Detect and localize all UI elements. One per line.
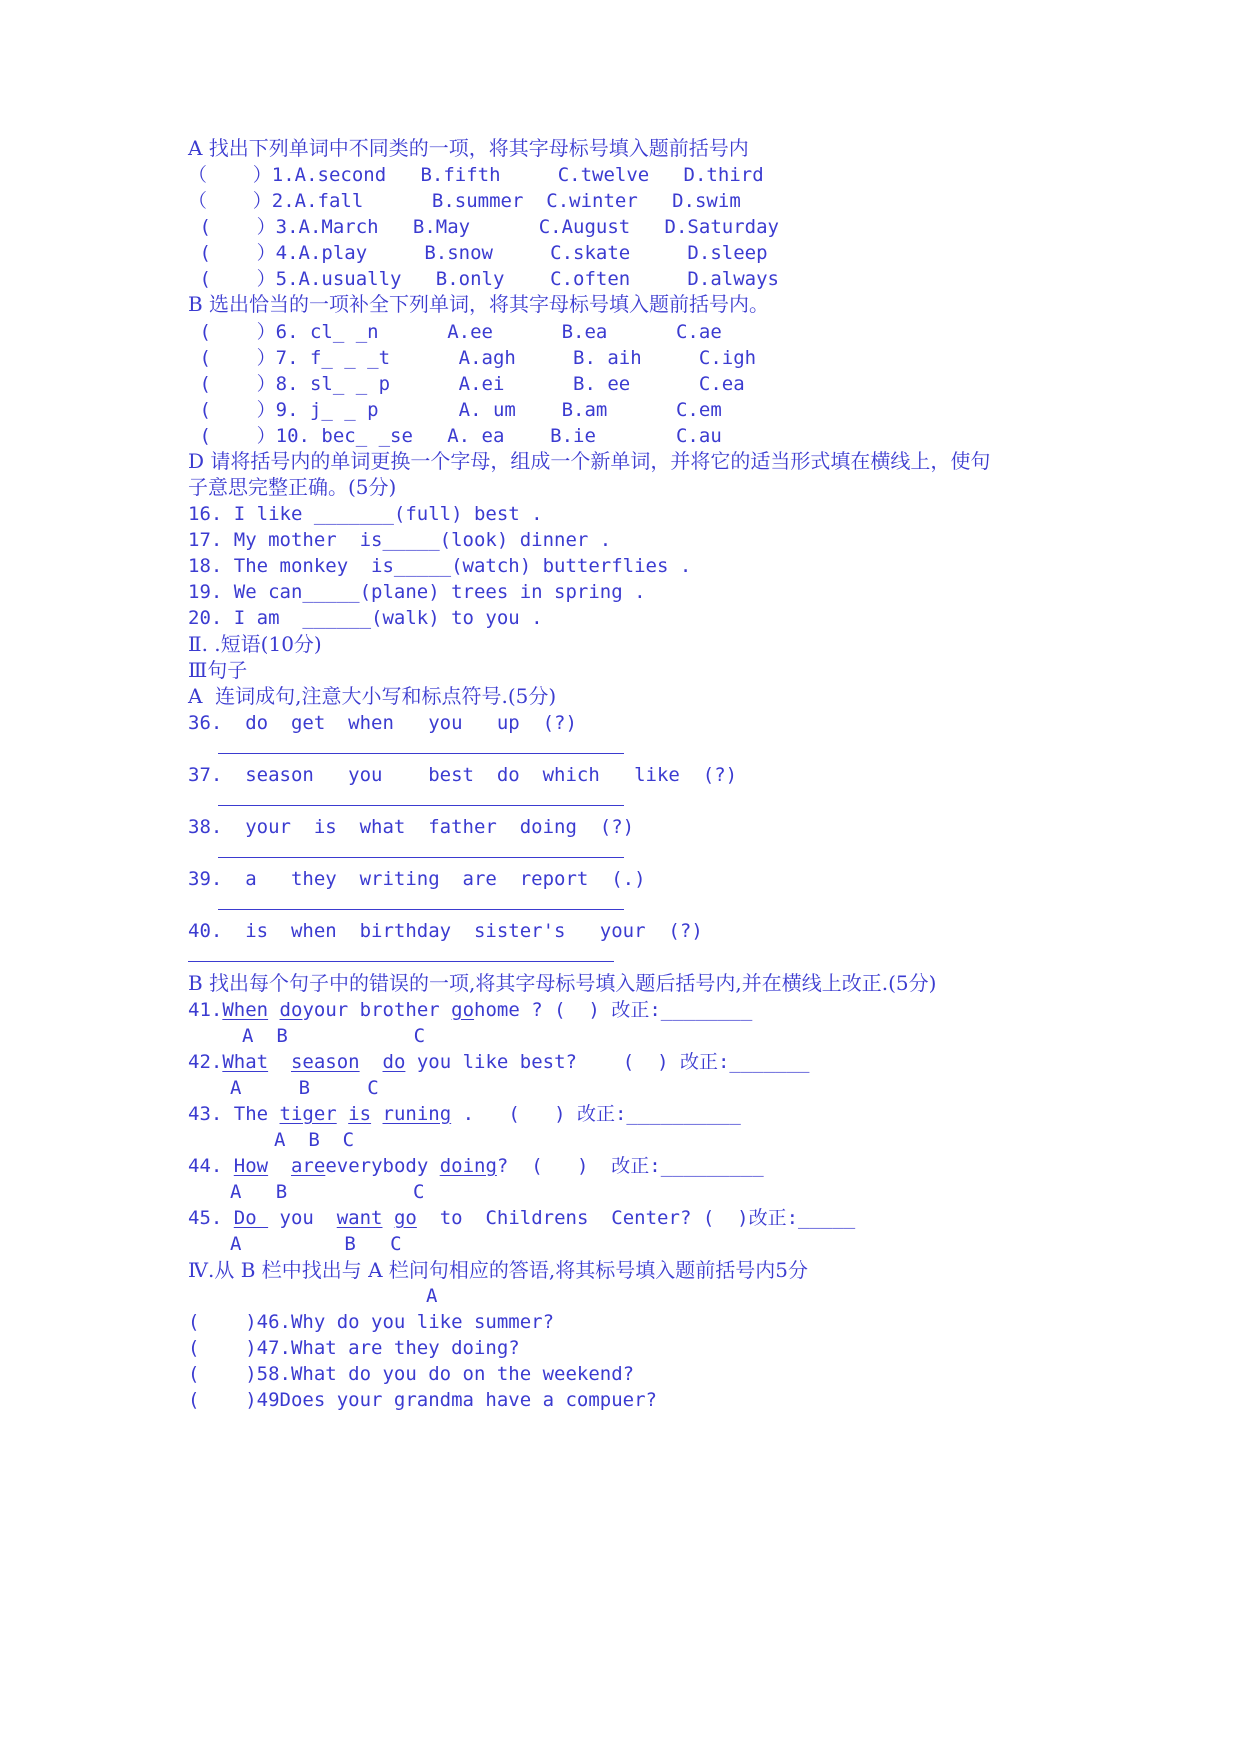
part-iii-a-heading: A 连词成句,注意大小写和标点符号.(5分) [188, 684, 557, 708]
option-b: are [290, 1155, 326, 1177]
question-19: 19. We can_____(plane) trees in spring . [188, 581, 646, 603]
question-44: 44. How areeverybody doing? ( ) 改正:_________ [188, 1155, 764, 1177]
option-b: want [336, 1207, 383, 1229]
option-c: go [393, 1207, 417, 1229]
option-a: When [222, 999, 269, 1021]
option-labels-41: A B C [242, 1025, 426, 1047]
question-4: ( ）4.A.play B.snow C.skate D.sleep [188, 242, 768, 264]
section-a-heading: A 找出下列单词中不同类的一项，将其字母标号填入题前括号内 [188, 136, 749, 160]
question-42: 42.What season do you like best? ( ) 改正:_______ [188, 1051, 810, 1073]
option-labels-44: A B C [230, 1181, 425, 1203]
option-c: runing [382, 1103, 452, 1125]
question-43: 43. The tiger is runing . ( ) 改正:__________ [188, 1103, 741, 1125]
answer-line-36 [218, 753, 624, 754]
section-b-heading: B 选出恰当的一项补全下列单词，将其字母标号填入题前括号内。 [188, 292, 770, 316]
question-40: 40. is when birthday sister's your (?) [188, 920, 703, 942]
section-d-heading: D 请将括号内的单词更换一个字母，组成一个新单词，并将它的适当形式填在横线上，使句 [188, 449, 991, 473]
question-10: ( ）10. bec_ _se A. ea B.ie C.au [188, 425, 722, 447]
question-5: ( ）5.A.usually B.only C.often D.always [188, 268, 779, 290]
question-45: 45. Do you want go to Childrens Center? ( )改正:_____ [188, 1207, 856, 1229]
part-iii-heading: Ⅲ句子 [188, 658, 248, 682]
option-a: tiger [279, 1103, 337, 1125]
part-iv-heading: Ⅳ.从 B 栏中找出与 A 栏问句相应的答语,将其标号填入题前括号内5分 [188, 1258, 808, 1282]
option-labels-43: A B C [274, 1129, 355, 1151]
question-36: 36. do get when you up (?) [188, 712, 577, 734]
question-48: ( )58.What do you do on the weekend? [188, 1363, 635, 1385]
question-9: ( ）9. j_ _ p A. um B.am C.em [188, 399, 722, 421]
question-1: （ ）1.A.second B.fifth C.twelve D.third [188, 164, 764, 186]
question-8: ( ）8. sl_ _ p A.ei B. ee C.ea [188, 373, 745, 395]
question-41: 41.When doyour brother gohome ? ( ) 改正:________ [188, 999, 753, 1021]
option-labels-45: A B C [230, 1233, 402, 1255]
option-b: do [279, 999, 303, 1021]
answer-line-39 [218, 909, 624, 910]
part-iii-b-heading: B 找出每个句子中的错误的一项,将其字母标号填入题后括号内,并在横线上改正.(5分) [188, 971, 937, 995]
column-a-label: A [426, 1285, 438, 1307]
question-18: 18. The monkey is_____(watch) butterflies . [188, 555, 692, 577]
option-c: doing [439, 1155, 497, 1177]
question-38: 38. your is what father doing (?) [188, 816, 635, 838]
question-17: 17. My mother is_____(look) dinner . [188, 529, 612, 551]
question-7: ( ）7. f_ _ _t A.agh B. aih C.igh [188, 347, 757, 369]
question-49: ( )49Does your grandma have a compuer? [188, 1389, 657, 1411]
question-2: （ ）2.A.fall B.summer C.winter D.swim [188, 190, 741, 212]
answer-line-37 [218, 805, 624, 806]
option-c: do [382, 1051, 406, 1073]
option-c: go [451, 999, 475, 1021]
answer-line-38 [218, 857, 624, 858]
answer-line-40 [188, 961, 614, 962]
question-46: ( )46.Why do you like summer? [188, 1311, 555, 1333]
option-b: is [348, 1103, 372, 1125]
question-39: 39. a they writing are report (.) [188, 868, 646, 890]
question-37: 37. season you best do which like (?) [188, 764, 738, 786]
question-47: ( )47.What are they doing? [188, 1337, 520, 1359]
question-20: 20. I am ______(walk) to you . [188, 607, 543, 629]
section-d-heading-cont: 子意思完整正确。(5分) [188, 475, 397, 499]
option-a: What [222, 1051, 269, 1073]
option-b: season [290, 1051, 360, 1073]
option-labels-42: A B C [230, 1077, 379, 1099]
option-a: Do [233, 1207, 269, 1229]
part-ii-heading: Ⅱ. .短语(10分) [188, 632, 322, 656]
question-3: ( ）3.A.March B.May C.August D.Saturday [188, 216, 779, 238]
question-16: 16. I like _______(full) best . [188, 503, 543, 525]
option-a: How [233, 1155, 269, 1177]
question-6: ( ）6. cl_ _n A.ee B.ea C.ae [188, 321, 722, 343]
